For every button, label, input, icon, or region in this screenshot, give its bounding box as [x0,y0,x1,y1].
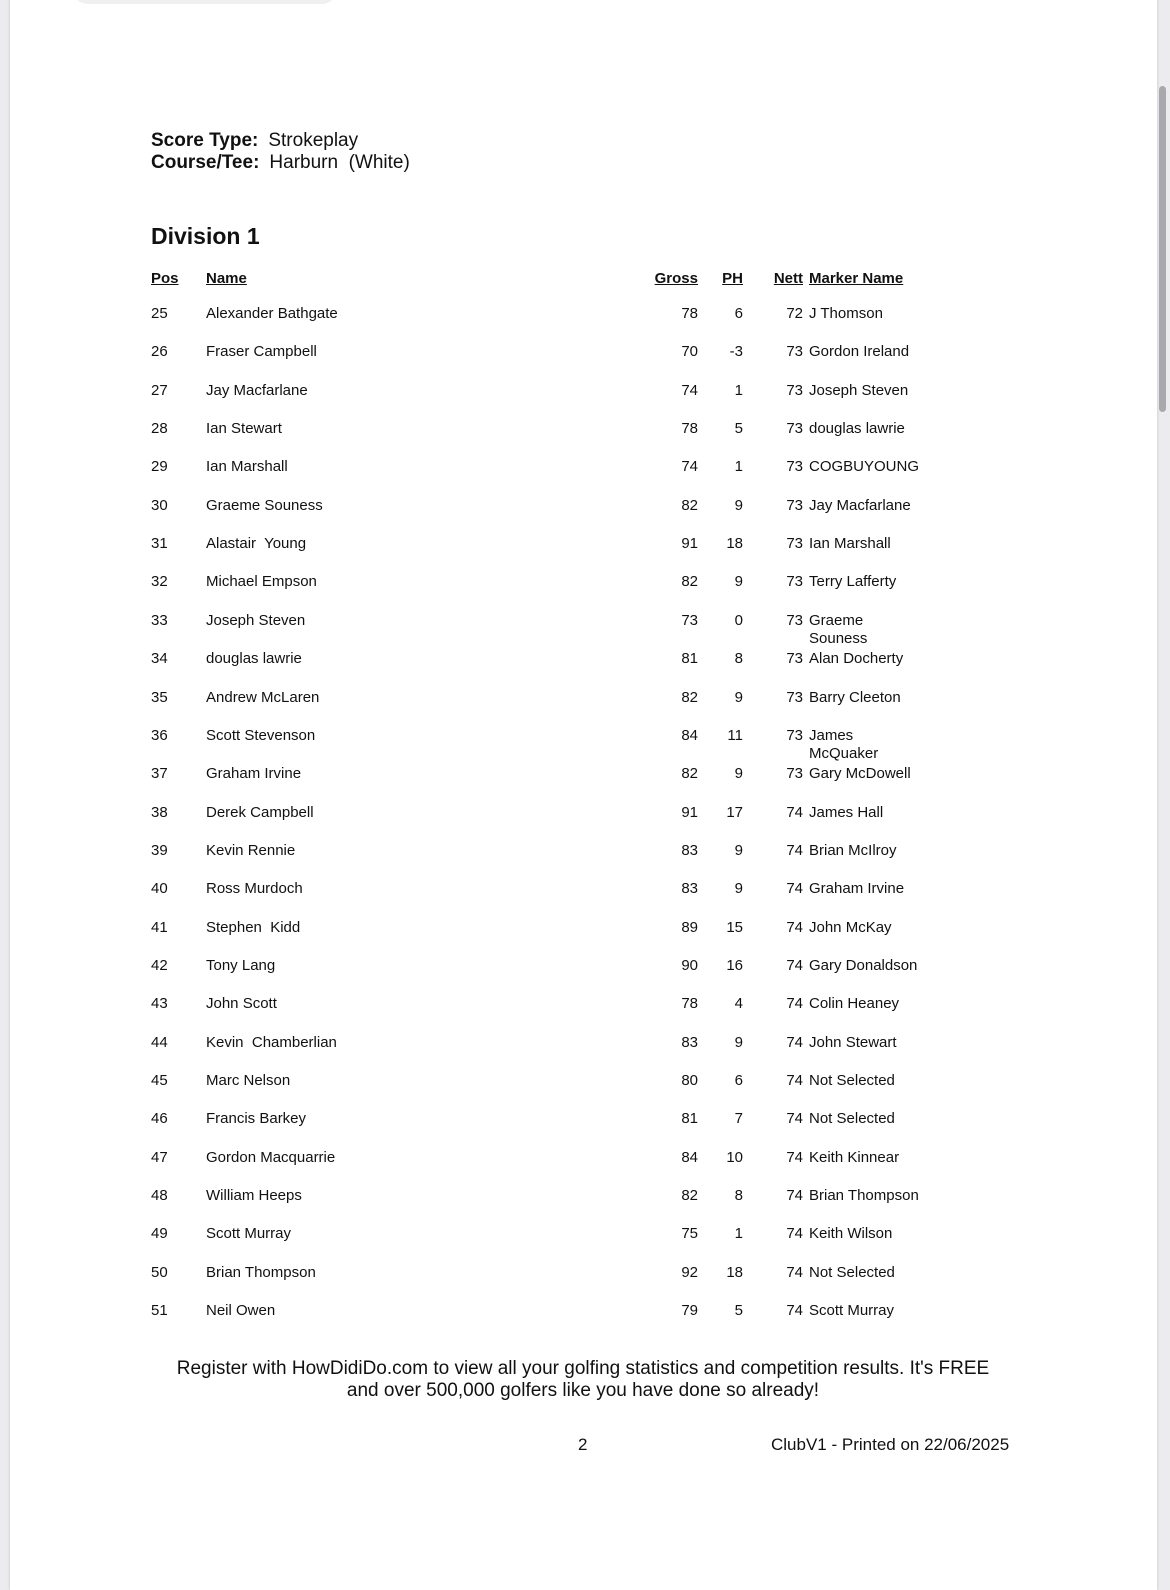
row-gross: 74 [681,382,698,399]
row-gross: 78 [681,420,698,437]
row-gross: 75 [681,1225,698,1242]
row-gross: 78 [681,995,698,1012]
row-gross: 91 [681,535,698,552]
row-playing-handicap: 9 [734,880,743,897]
row-marker-name: Brian Thompson [809,1187,919,1204]
row-playing-handicap: 18 [726,535,743,552]
row-pos: 38 [151,804,168,821]
row-playing-handicap: 16 [726,957,743,974]
row-player-name: Brian Thompson [206,1264,316,1281]
table-row [0,1110,1170,1130]
course-tee-value: Harburn (White) [269,152,410,173]
row-player-name: douglas lawrie [206,650,302,667]
row-pos: 51 [151,1302,168,1319]
table-row [0,305,1170,325]
register-promo-note: Register with HowDidiDo.com to view all your golfing statistics and competition results. It's FREE and over 500,000 golfers like you have done so already! [176,1358,990,1401]
row-playing-handicap: 8 [734,650,743,667]
table-row [0,650,1170,670]
row-gross: 83 [681,842,698,859]
row-playing-handicap: 1 [734,382,743,399]
row-gross: 83 [681,880,698,897]
column-header-nett: Nett [773,270,803,287]
row-player-name: Tony Lang [206,957,276,974]
row-gross: 82 [681,689,698,706]
table-row [0,804,1170,824]
table-row [0,612,1170,647]
row-gross: 81 [681,1110,698,1127]
row-pos: 32 [151,573,168,590]
row-marker-name: Keith Wilson [809,1225,893,1242]
row-gross: 89 [681,919,698,936]
row-pos: 29 [151,458,168,475]
row-nett: 74 [786,1110,803,1127]
row-marker-name: John Stewart [809,1034,897,1051]
row-gross: 90 [681,957,698,974]
table-row [0,343,1170,363]
row-player-name: Scott Stevenson [206,727,316,744]
row-marker-name: Gary McDowell [809,765,911,782]
table-row [0,1225,1170,1245]
row-marker-name: COGBUYOUNG [809,458,920,475]
table-row [0,1034,1170,1054]
column-header-gross: Gross [654,270,698,287]
row-gross: 84 [681,1149,698,1166]
row-playing-handicap: -3 [729,343,743,360]
row-marker-name: Graham Irvine [809,880,905,897]
row-marker-name: Terry Lafferty [809,573,897,590]
row-playing-handicap: 0 [734,612,743,629]
row-gross: 70 [681,343,698,360]
table-row [0,765,1170,785]
row-gross: 83 [681,1034,698,1051]
printed-info: ClubV1 - Printed on 22/06/2025 [771,1435,1010,1454]
row-player-name: Jay Macfarlane [206,382,308,399]
row-playing-handicap: 9 [734,689,743,706]
row-gross: 82 [681,765,698,782]
row-player-name: Alexander Bathgate [206,305,338,322]
score-type-value: Strokeplay [268,130,359,151]
table-row [0,535,1170,555]
row-player-name: Scott Murray [206,1225,292,1242]
row-marker-name: Not Selected [809,1072,895,1089]
row-nett: 74 [786,1034,803,1051]
row-player-name: Andrew McLaren [206,689,320,706]
row-pos: 41 [151,919,168,936]
row-gross: 74 [681,458,698,475]
row-pos: 27 [151,382,168,399]
row-playing-handicap: 9 [734,497,743,514]
table-row [0,880,1170,900]
row-marker-name: Not Selected [809,1264,895,1281]
row-pos: 36 [151,727,168,744]
table-row [0,458,1170,478]
table-row [0,995,1170,1015]
row-marker-name: Jay Macfarlane [809,497,911,514]
row-nett: 74 [786,880,803,897]
row-player-name: John Scott [206,995,277,1012]
row-nett: 73 [786,650,803,667]
row-pos: 31 [151,535,168,552]
row-nett: 73 [786,343,803,360]
row-marker-name: douglas lawrie [809,420,905,437]
row-gross: 79 [681,1302,698,1319]
row-playing-handicap: 9 [734,573,743,590]
row-nett: 73 [786,689,803,706]
table-row [0,1264,1170,1284]
row-player-name: Fraser Campbell [206,343,317,360]
row-nett: 73 [786,382,803,399]
row-pos: 34 [151,650,168,667]
row-pos: 48 [151,1187,168,1204]
row-pos: 35 [151,689,168,706]
table-row [0,1187,1170,1207]
row-playing-handicap: 1 [734,458,743,475]
row-pos: 39 [151,842,168,859]
table-row [0,689,1170,709]
row-player-name: Stephen Kidd [206,919,301,936]
row-marker-name: John McKay [809,919,892,936]
page-number: 2 [578,1435,588,1454]
row-playing-handicap: 6 [734,305,743,322]
row-playing-handicap: 9 [734,1034,743,1051]
table-row [0,842,1170,862]
table-row [0,573,1170,593]
row-player-name: Gordon Macquarrie [206,1149,336,1166]
row-marker-name: Gordon Ireland [809,343,910,360]
row-nett: 72 [786,305,803,322]
row-pos: 33 [151,612,168,629]
row-pos: 26 [151,343,168,360]
row-marker-name: J Thomson [809,305,883,322]
row-marker-name: Barry Cleeton [809,689,901,706]
row-nett: 73 [786,420,803,437]
column-header-pos: Pos [151,270,179,287]
column-header-marker-name: Marker Name [809,270,904,287]
row-marker-name: Not Selected [809,1110,895,1127]
row-nett: 74 [786,995,803,1012]
row-nett: 74 [786,1302,803,1319]
row-playing-handicap: 4 [734,995,743,1012]
score-type-label: Score Type: [151,130,259,151]
row-player-name: Graeme Souness [206,497,323,514]
row-nett: 74 [786,842,803,859]
row-gross: 82 [681,497,698,514]
row-gross: 92 [681,1264,698,1281]
row-gross: 78 [681,305,698,322]
row-nett: 73 [786,497,803,514]
column-header-name: Name [206,270,247,287]
division-title: Division 1 [151,223,260,249]
table-row [0,1149,1170,1169]
row-nett: 74 [786,1187,803,1204]
row-marker-name: Joseph Steven [809,382,909,399]
row-player-name: Ian Marshall [206,458,288,475]
row-gross: 81 [681,650,698,667]
row-playing-handicap: 15 [726,919,743,936]
row-player-name: Joseph Steven [206,612,306,629]
row-nett: 73 [786,458,803,475]
row-marker-name: James McQuaker [809,727,879,762]
table-row [0,957,1170,977]
row-pos: 37 [151,765,168,782]
row-player-name: Ross Murdoch [206,880,303,897]
row-pos: 25 [151,305,168,322]
table-row [0,1302,1170,1322]
row-playing-handicap: 10 [726,1149,743,1166]
row-player-name: Francis Barkey [206,1110,307,1127]
row-gross: 82 [681,1187,698,1204]
row-gross: 84 [681,727,698,744]
column-header-ph: PH [722,270,743,287]
row-marker-name: Alan Docherty [809,650,904,667]
row-player-name: William Heeps [206,1187,302,1204]
row-pos: 42 [151,957,168,974]
row-player-name: Derek Campbell [206,804,314,821]
table-row [0,497,1170,517]
row-pos: 46 [151,1110,168,1127]
course-tee-label: Course/Tee: [151,152,260,173]
row-marker-name: Graeme Souness [809,612,868,647]
row-marker-name: Scott Murray [809,1302,895,1319]
row-gross: 73 [681,612,698,629]
row-player-name: Marc Nelson [206,1072,291,1089]
row-playing-handicap: 7 [734,1110,743,1127]
row-player-name: Neil Owen [206,1302,276,1319]
row-pos: 49 [151,1225,168,1242]
row-pos: 50 [151,1264,168,1281]
table-row [0,727,1170,762]
row-player-name: Kevin Chamberlian [206,1034,337,1051]
row-nett: 73 [786,612,803,629]
row-nett: 73 [786,535,803,552]
row-playing-handicap: 11 [727,727,743,744]
table-row [0,382,1170,402]
row-nett: 73 [786,765,803,782]
row-playing-handicap: 17 [726,804,743,821]
row-nett: 74 [786,1149,803,1166]
row-gross: 80 [681,1072,698,1089]
table-row [0,1072,1170,1092]
row-marker-name: Gary Donaldson [809,957,918,974]
row-marker-name: Brian McIlroy [809,842,897,859]
row-playing-handicap: 8 [734,1187,743,1204]
row-nett: 74 [786,1072,803,1089]
row-playing-handicap: 5 [734,1302,743,1319]
row-nett: 74 [786,919,803,936]
row-player-name: Ian Stewart [206,420,282,437]
row-playing-handicap: 5 [734,420,743,437]
row-playing-handicap: 1 [734,1225,743,1242]
row-gross: 91 [681,804,698,821]
row-gross: 82 [681,573,698,590]
row-nett: 74 [786,1225,803,1242]
row-nett: 73 [786,727,803,744]
row-marker-name: Keith Kinnear [809,1149,900,1166]
row-marker-name: James Hall [809,804,884,821]
row-playing-handicap: 6 [734,1072,743,1089]
row-pos: 30 [151,497,168,514]
row-nett: 73 [786,573,803,590]
row-playing-handicap: 9 [734,842,743,859]
row-pos: 45 [151,1072,168,1089]
row-marker-name: Colin Heaney [809,995,900,1012]
table-row [0,919,1170,939]
row-playing-handicap: 9 [734,765,743,782]
row-pos: 47 [151,1149,168,1166]
row-pos: 40 [151,880,168,897]
row-pos: 44 [151,1034,168,1051]
row-player-name: Alastair Young [206,535,307,552]
table-row [0,420,1170,440]
row-playing-handicap: 18 [726,1264,743,1281]
row-pos: 28 [151,420,168,437]
row-nett: 74 [786,957,803,974]
row-pos: 43 [151,995,168,1012]
row-nett: 74 [786,804,803,821]
row-player-name: Kevin Rennie [206,842,296,859]
row-player-name: Graham Irvine [206,765,302,782]
row-player-name: Michael Empson [206,573,317,590]
row-nett: 74 [786,1264,803,1281]
row-marker-name: Ian Marshall [809,535,891,552]
